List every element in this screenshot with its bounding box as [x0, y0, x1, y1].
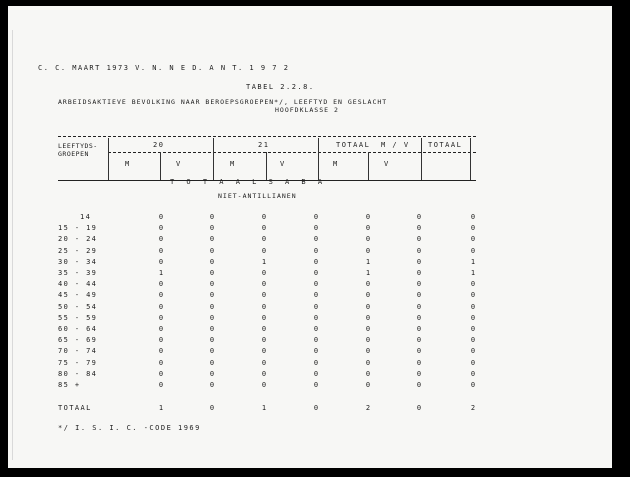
sub-header-m: M: [230, 160, 236, 168]
table-cell: 0: [261, 358, 267, 367]
table-cell: 0: [470, 235, 476, 244]
table-cell: 0: [209, 235, 215, 244]
row-label: 25 - 29: [58, 246, 98, 255]
table-cell: 0: [416, 257, 422, 266]
table-cell: 0: [261, 213, 267, 221]
table-cell: 0: [261, 224, 267, 233]
table-cell: 0: [313, 257, 319, 266]
table-cell: 0: [313, 325, 319, 333]
table-cell: 0: [313, 269, 319, 277]
table-cell: 0: [365, 235, 371, 244]
table-cell: 0: [470, 224, 476, 233]
table-cell: 0: [313, 235, 319, 244]
table-cell: 0: [416, 325, 422, 333]
table-cell: 1: [470, 257, 476, 266]
table-cell: 0: [209, 302, 215, 311]
table-cell: 0: [416, 213, 422, 221]
col-divider: [318, 138, 319, 180]
table-cell: 0: [313, 291, 319, 300]
table-cell: 0: [365, 313, 371, 322]
table-cell: 0: [261, 313, 267, 322]
col-divider: [108, 138, 109, 180]
table-cell: 0: [470, 302, 476, 311]
table-cell: 0: [261, 381, 267, 389]
row-label: 14: [80, 213, 92, 221]
table-cell: 0: [261, 291, 267, 300]
table-cell: 0: [261, 325, 267, 333]
group-header-mv: M / V: [381, 141, 410, 149]
table-title: ARBEIDSAKTIEVE BEVOLKING NAAR BEROEPSGROEPEN*/, LEEFTYD EN GESLACHT: [58, 98, 388, 106]
table-cell: 0: [158, 381, 164, 389]
table-cell: 0: [158, 302, 164, 311]
row-label: 55 - 59: [58, 313, 98, 322]
sub-header-v: V: [384, 160, 390, 168]
table-cell: 0: [158, 336, 164, 345]
table-cell: 0: [209, 404, 215, 412]
sub-header-v: V: [176, 160, 182, 168]
table-cell: 0: [158, 235, 164, 244]
table-cell: 0: [313, 381, 319, 389]
table-cell: 0: [416, 381, 422, 389]
row-label: 45 - 49: [58, 291, 98, 300]
row-label: 60 - 64: [58, 325, 98, 333]
table-cell: 0: [209, 313, 215, 322]
table-cell: 0: [158, 224, 164, 233]
table-cell: 1: [365, 257, 371, 266]
table-cell: 0: [158, 257, 164, 266]
page-edge: [12, 30, 13, 460]
row-label: TOTAAL: [58, 404, 92, 412]
table-cell: 0: [209, 257, 215, 266]
col-divider: [470, 138, 471, 180]
table-cell: 0: [158, 369, 164, 378]
table-cell: 0: [416, 369, 422, 378]
table-subtitle: HOOFDKLASSE 2: [275, 106, 339, 114]
table-cell: 0: [158, 347, 164, 356]
table-cell: 0: [470, 325, 476, 333]
table-cell: 0: [209, 280, 215, 289]
table-cell: 1: [261, 404, 267, 412]
table-cell: 0: [470, 291, 476, 300]
table-cell: 0: [470, 347, 476, 356]
row-label: 75 - 79: [58, 358, 98, 367]
sub-header-m: M: [333, 160, 339, 168]
row-label: 20 - 24: [58, 235, 98, 244]
table-cell: 0: [158, 280, 164, 289]
footnote: */ I. S. I. C. -CODE 1969: [58, 424, 201, 432]
table-cell: 0: [416, 280, 422, 289]
sub-header-v: V: [280, 160, 286, 168]
table-cell: 0: [470, 336, 476, 345]
table-number: TABEL 2.2.8.: [246, 83, 315, 91]
table-cell: 0: [365, 224, 371, 233]
table-cell: 0: [416, 269, 422, 277]
table-cell: 0: [209, 246, 215, 255]
subsection-heading: NIET-ANTILLIANEN: [218, 192, 297, 200]
table-cell: 0: [261, 336, 267, 345]
table-cell: 0: [313, 358, 319, 367]
row-label: 85 +: [58, 381, 81, 389]
group-header-21: 21: [258, 141, 270, 149]
table-cell: 0: [416, 302, 422, 311]
header-top-rule: [58, 136, 476, 137]
table-cell: 1: [261, 257, 267, 266]
table-cell: 0: [209, 224, 215, 233]
table-cell: 1: [470, 269, 476, 277]
table-cell: 0: [313, 313, 319, 322]
table-cell: 1: [158, 269, 164, 277]
table-cell: 0: [261, 235, 267, 244]
table-cell: 0: [209, 325, 215, 333]
table-cell: 0: [313, 246, 319, 255]
col-divider: [213, 138, 214, 180]
table-cell: 0: [261, 347, 267, 356]
table-cell: 0: [158, 325, 164, 333]
col-divider: [266, 152, 267, 180]
age-group-label: LEEFTYDS- GROEPEN: [58, 142, 98, 158]
table-cell: 0: [470, 358, 476, 367]
table-cell: 0: [365, 280, 371, 289]
table-cell: 0: [158, 246, 164, 255]
table-cell: 0: [365, 302, 371, 311]
table-cell: 0: [209, 347, 215, 356]
table-cell: 0: [470, 381, 476, 389]
table-cell: 0: [313, 347, 319, 356]
table-cell: 0: [209, 269, 215, 277]
table-cell: 0: [313, 404, 319, 412]
table-cell: 0: [313, 369, 319, 378]
table-cell: 0: [313, 213, 319, 221]
col-divider: [421, 138, 422, 180]
table-cell: 1: [365, 269, 371, 277]
table-cell: 0: [209, 369, 215, 378]
table-cell: 0: [313, 224, 319, 233]
table-cell: 0: [416, 224, 422, 233]
table-cell: 0: [416, 404, 422, 412]
group-header-20: 20: [153, 141, 165, 149]
table-cell: 0: [365, 358, 371, 367]
table-cell: 0: [416, 246, 422, 255]
sub-header-m: M: [125, 160, 131, 168]
source-line: C. C. MAART 1973 V. N. N E D. A N T. 1 9 7 2: [38, 64, 290, 72]
table-cell: 0: [470, 313, 476, 322]
row-label: 35 - 39: [58, 269, 98, 277]
row-label: 30 - 34: [58, 257, 98, 266]
table-cell: 0: [365, 246, 371, 255]
table-cell: 0: [416, 347, 422, 356]
table-cell: 0: [313, 302, 319, 311]
table-cell: 0: [416, 336, 422, 345]
table-cell: 0: [470, 369, 476, 378]
table-cell: 0: [365, 336, 371, 345]
table-cell: 0: [365, 213, 371, 221]
scanned-page: [8, 6, 612, 468]
table-cell: 0: [261, 369, 267, 378]
table-cell: 0: [209, 213, 215, 221]
table-cell: 0: [261, 269, 267, 277]
table-cell: 0: [470, 280, 476, 289]
table-cell: 0: [416, 235, 422, 244]
table-cell: 2: [365, 404, 371, 412]
table-cell: 0: [209, 358, 215, 367]
table-cell: 0: [416, 291, 422, 300]
table-cell: 0: [158, 291, 164, 300]
table-cell: 0: [261, 302, 267, 311]
table-cell: 0: [261, 246, 267, 255]
table-cell: 0: [365, 381, 371, 389]
table-cell: 0: [158, 213, 164, 221]
table-cell: 0: [209, 291, 215, 300]
table-cell: 0: [209, 336, 215, 345]
table-cell: 0: [261, 280, 267, 289]
group-header-total-2: TOTAAL: [428, 141, 463, 149]
table-cell: 0: [365, 369, 371, 378]
table-cell: 0: [209, 381, 215, 389]
table-cell: 0: [158, 358, 164, 367]
col-divider: [368, 152, 369, 180]
table-cell: 2: [470, 404, 476, 412]
row-label: 15 - 19: [58, 224, 98, 233]
table-cell: 0: [365, 347, 371, 356]
table-cell: 0: [470, 213, 476, 221]
table-cell: 0: [416, 313, 422, 322]
col-divider: [160, 152, 161, 180]
row-label: 80 - 84: [58, 369, 98, 378]
table-cell: 0: [313, 336, 319, 345]
section-heading: T O T A A L S A B A: [170, 178, 327, 186]
table-cell: 0: [470, 246, 476, 255]
table-cell: 0: [365, 325, 371, 333]
row-label: 65 - 69: [58, 336, 98, 345]
table-cell: 0: [313, 280, 319, 289]
row-label: 70 - 74: [58, 347, 98, 356]
row-label: 50 - 54: [58, 302, 98, 311]
table-cell: 0: [365, 291, 371, 300]
row-label: 40 - 44: [58, 280, 98, 289]
group-header-total: TOTAAL: [336, 141, 371, 149]
table-cell: 0: [158, 313, 164, 322]
table-cell: 1: [158, 404, 164, 412]
table-cell: 0: [416, 358, 422, 367]
